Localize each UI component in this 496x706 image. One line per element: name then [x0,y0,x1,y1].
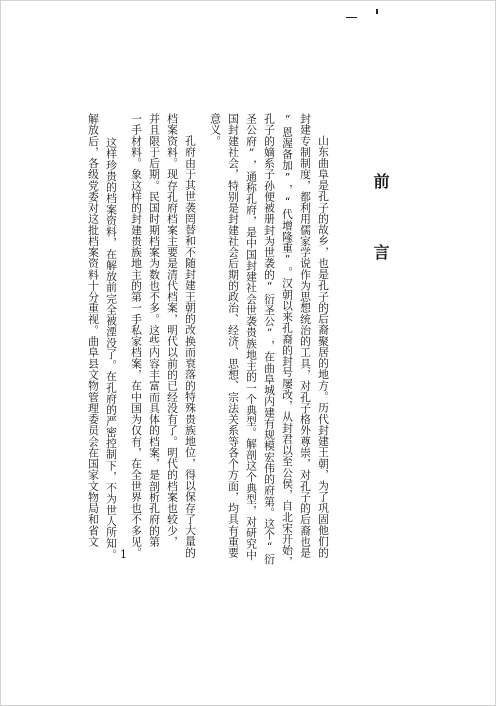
paragraph-1-line-7: 意义。 [209,113,222,147]
paragraph-1-line-4: 孔子的嫡系子孙便被册封为世袭的“衍圣公”，在曲阜城内建有规模宏伟的府第。这个“衍 [263,113,276,565]
preface-text [84,113,390,567]
paragraph-2-line-2: 档案资料。现存孔府档案主要是清代档案，明代以前的已经没有了。明代的档案也较少， [166,113,179,548]
scan-speck [376,9,378,14]
paragraph-2-line-1: 孔府由于其世袭罔替和不随封建王朝的改换而衰落的特殊贵族地位，得以保存了大量的 [184,135,197,558]
page-title: 前 言 [371,173,390,278]
paragraph-1-line-5: 圣公府”，通称孔府，是中国封建社会世袭贵族地主的一个典型。解剖这个典型，对研究中 [245,113,258,561]
paragraph-1-line-1: 山东曲阜是孔子的故乡，也是孔子的后裔聚居的地方。历代封建王朝，为了巩固他们的 [317,135,330,558]
paragraph-2-line-4: 一手材料。象这样的封建贵族地主的第一手私家档案，在中国为仅有，在全世界也不多见。 [130,113,143,559]
paragraph-1-line-6: 国封建社会，特别是封建社会后期的政治、经济、思想、宗法关系等各个方面，均具有重要 [227,113,240,559]
paragraph-gap [200,113,206,541]
paragraph-3-line-1: 这样珍贵的档案资料，在解放前完全被湮没了。在孔府的严密控制下，不为世人所知。 [105,137,118,560]
scan-dash [346,17,357,18]
page-number: 1 [120,548,127,561]
paragraph-1-line-2: 封建专制制度，都利用儒家学说作为思想统治的工具，对孔子格外尊崇，对孔子的后裔也是 [299,113,312,559]
paragraph-2-line-3: 并且限于后期。民国时期档案为数也不多。这些内容丰富而具体的档案，是剖析孔府的第 [148,113,161,548]
paragraph-gap [121,113,127,541]
paragraph-4-line-1: 解放后，各级党委对这批档案资料十分重视。曲阜县文物管理委员会在国家文物局和省文 [87,113,100,548]
paragraph-1-line-3: “恩渥备加”，“代增隆重”。汉朝以来孔裔的封号屡改，从封君以至公侯，自北宋开始， [281,113,294,567]
